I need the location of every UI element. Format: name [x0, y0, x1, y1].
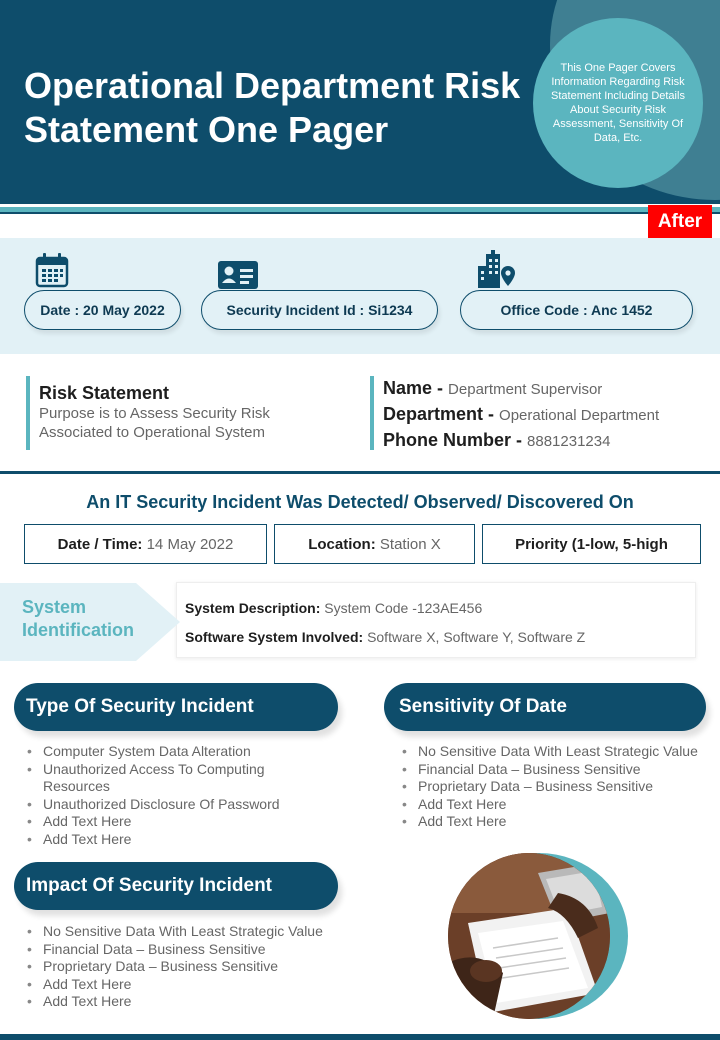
system-id-label-line1: System	[22, 597, 87, 617]
list-item: • Financial Data – Business Sensitive	[398, 761, 698, 779]
list-item: • Add Text Here	[398, 796, 698, 814]
sensitivity-section-header	[384, 683, 706, 731]
after-badge: After	[648, 205, 712, 238]
system-description	[185, 600, 482, 616]
footer-bar	[0, 1034, 720, 1040]
list-item: • Add Text Here	[398, 813, 698, 831]
list-item: • Add Text Here	[23, 976, 353, 994]
date-time-box	[24, 524, 267, 564]
summary-text: This One Pager Covers Information Regarding Risk Statement Including Details About Security Risk Assessment, Sensitivity Of Data, Etc.	[551, 62, 685, 144]
software-involved	[185, 629, 585, 645]
phone-value: 8881231234	[527, 433, 611, 450]
risk-line-1: Purpose is to Assess Security Risk	[39, 405, 270, 422]
office-code-pill	[460, 290, 693, 330]
system-description-value: System Code -123AE456	[324, 600, 483, 616]
list-item: • Unauthorized Disclosure Of Password	[23, 796, 323, 814]
incident-id-text: Security Incident Id : Si1234	[226, 302, 413, 318]
list-item: • Proprietary Data – Business Sensitive	[23, 958, 353, 976]
impact-list	[23, 923, 353, 1011]
risk-statement	[26, 376, 346, 450]
type-section-header	[14, 683, 338, 731]
sensitivity-section-title: Sensitivity Of Date	[399, 696, 567, 717]
date-pill	[24, 290, 181, 330]
section-divider	[0, 471, 720, 474]
system-id-label	[22, 596, 134, 642]
id-card-icon	[217, 260, 259, 290]
location-box	[274, 524, 475, 564]
priority-label: Priority (1-low, 5-high	[515, 535, 668, 553]
software-involved-label: Software System Involved:	[185, 629, 364, 645]
type-section-title: Type Of Security Incident	[26, 696, 254, 717]
contact-block	[370, 376, 710, 450]
software-involved-value: Software X, Software Y, Software Z	[367, 629, 586, 645]
location-value: Station X	[379, 535, 441, 553]
contact-name	[383, 376, 710, 402]
date-time-value: 14 May 2022	[146, 535, 234, 553]
risk-title: Risk Statement	[39, 383, 170, 403]
impact-section-header	[14, 862, 338, 910]
contact-department	[383, 402, 710, 428]
office-code-text: Office Code : Anc 1452	[500, 302, 653, 318]
page-title: Operational Department Risk Statement One Pager	[24, 65, 521, 150]
list-item: • Add Text Here	[23, 831, 323, 849]
office-building-icon	[476, 250, 518, 290]
contact-phone	[383, 428, 710, 454]
photo-illustration	[448, 853, 610, 1019]
incident-id-pill	[201, 290, 438, 330]
system-description-label: System Description:	[185, 600, 321, 616]
sensitivity-list	[398, 743, 698, 831]
location-label: Location:	[308, 535, 376, 553]
phone-label: Phone Number -	[383, 430, 523, 450]
list-item: • Proprietary Data – Business Sensitive	[398, 778, 698, 796]
list-item: • Computer System Data Alteration	[23, 743, 323, 761]
list-item: • Unauthorized Access To Computing Resources	[23, 761, 323, 796]
department-value: Operational Department	[499, 407, 660, 424]
priority-box	[482, 524, 701, 564]
list-item: • Add Text Here	[23, 813, 323, 831]
risk-line-2: Associated to Operational System	[39, 424, 265, 441]
name-label: Name -	[383, 378, 444, 398]
list-item: • Add Text Here	[23, 993, 353, 1011]
type-list	[23, 743, 323, 848]
name-value: Department Supervisor	[448, 381, 603, 398]
date-text: Date : 20 May 2022	[40, 302, 165, 318]
department-label: Department -	[383, 404, 495, 424]
system-id-label-line2: Identification	[22, 620, 134, 640]
system-details-box	[176, 582, 696, 658]
list-item: • No Sensitive Data With Least Strategic Value	[23, 923, 353, 941]
header-banner	[0, 0, 720, 204]
list-item: • Financial Data – Business Sensitive	[23, 941, 353, 959]
impact-section-title: Impact Of Security Incident	[26, 875, 272, 896]
summary-circle	[533, 18, 703, 188]
date-time-label: Date / Time:	[57, 535, 143, 553]
list-item: • No Sensitive Data With Least Strategic Value	[398, 743, 698, 761]
incident-heading: An IT Security Incident Was Detected/ Observed/ Discovered On	[86, 492, 634, 512]
document-review-photo	[448, 853, 610, 1019]
info-band	[0, 238, 720, 354]
header-stripe-dark	[0, 212, 720, 214]
calendar-icon	[35, 252, 69, 288]
